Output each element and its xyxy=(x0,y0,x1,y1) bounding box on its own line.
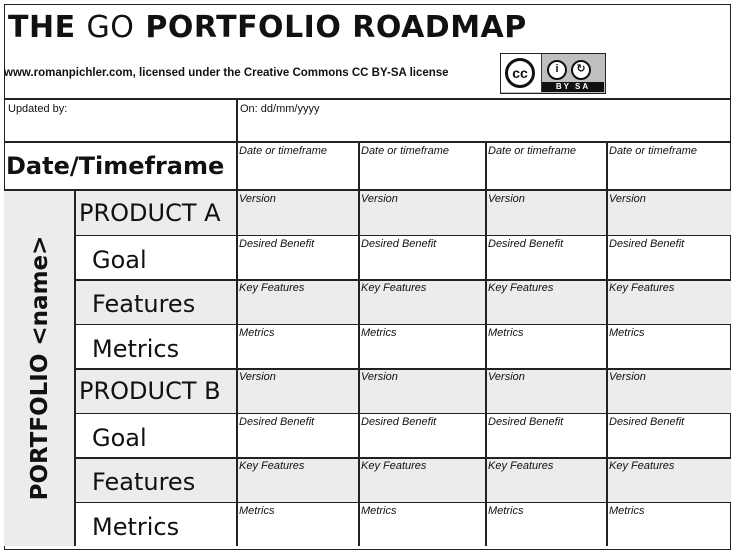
row-divider xyxy=(74,279,731,281)
grid-cell[interactable]: Metrics xyxy=(488,504,524,517)
grid-cell[interactable]: Metrics xyxy=(361,326,397,339)
row-label: Metrics xyxy=(92,512,180,541)
grid-cell[interactable]: Desired Benefit xyxy=(361,415,437,428)
grid-cell[interactable]: Desired Benefit xyxy=(239,237,315,250)
grid-cell[interactable]: Key Features xyxy=(361,282,427,294)
grid-cell[interactable]: Metrics xyxy=(361,504,397,517)
share-alike-icon: ↻ xyxy=(571,60,591,80)
grid-cell[interactable]: Version xyxy=(488,193,525,205)
grid-cell[interactable]: Desired Benefit xyxy=(609,415,685,428)
grid-cell[interactable]: Version xyxy=(488,371,525,383)
timeline-col-sep xyxy=(485,141,487,189)
grid-cell[interactable]: Version xyxy=(239,371,276,383)
row-label: Goal xyxy=(92,245,147,274)
grid-cell[interactable]: Metrics xyxy=(239,504,275,517)
row-divider xyxy=(74,235,731,237)
grid-cell[interactable]: Desired Benefit xyxy=(488,415,564,428)
grid-col-sep xyxy=(485,190,487,546)
grid-cell[interactable]: Version xyxy=(239,193,276,205)
grid-cell[interactable]: Metrics xyxy=(488,326,524,339)
page-title xyxy=(8,10,527,45)
grid-cell[interactable]: Metrics xyxy=(609,326,645,339)
grid-cell[interactable]: Desired Benefit xyxy=(609,237,685,250)
portfolio-label: PORTFOLIO <name> xyxy=(27,235,53,501)
grid-cell[interactable]: Key Features xyxy=(609,282,675,294)
title-portfolio-roadmap: PORTFOLIO ROADMAP xyxy=(145,10,527,45)
timeline-divider xyxy=(4,189,731,191)
grid-cell[interactable]: Metrics xyxy=(239,326,275,339)
grid-cell[interactable]: Version xyxy=(609,371,646,383)
updated-by-label: Updated by: xyxy=(8,103,68,115)
grid-cell[interactable]: Version xyxy=(361,193,398,205)
grid-cell[interactable]: Desired Benefit xyxy=(239,415,315,428)
cc-strip-label: BY SA xyxy=(542,82,604,92)
grid-cell[interactable]: Key Features xyxy=(488,282,554,294)
grid-cell[interactable]: Key Features xyxy=(609,460,675,472)
portfolio-sidebar xyxy=(4,190,74,546)
creative-commons-icon xyxy=(500,53,606,94)
grid-col-sep xyxy=(236,190,238,546)
cc-circle-icon: cc xyxy=(505,58,535,88)
meta-vertical xyxy=(236,98,238,141)
timeframe-heading: Date/Timeframe xyxy=(6,152,225,180)
license-text: www.romanpichler.com, licensed under the Creative Commons CC BY-SA license xyxy=(4,67,449,79)
meta-divider xyxy=(4,141,731,143)
grid-cell[interactable]: Key Features xyxy=(361,460,427,472)
cc-logo xyxy=(501,54,542,92)
grid-cell[interactable]: Version xyxy=(361,371,398,383)
header-divider xyxy=(4,98,731,100)
title-go: GO xyxy=(86,10,135,45)
grid-col-sep xyxy=(606,190,608,546)
product-name: PRODUCT B xyxy=(79,377,221,405)
row-divider xyxy=(74,324,731,326)
grid-cell[interactable]: Desired Benefit xyxy=(488,237,564,250)
row-divider xyxy=(74,457,731,459)
product-divider xyxy=(74,368,731,370)
row-divider xyxy=(74,413,731,415)
timeframe-cell[interactable]: Date or timeframe xyxy=(609,145,698,157)
timeframe-cell[interactable]: Date or timeframe xyxy=(361,145,450,157)
product-name: PRODUCT A xyxy=(79,199,221,227)
grid-cell[interactable]: Version xyxy=(609,193,646,205)
grid-cell[interactable]: Key Features xyxy=(488,460,554,472)
timeline-col-sep xyxy=(358,141,360,189)
cc-icons xyxy=(547,59,595,80)
row-label: Features xyxy=(92,468,196,496)
grid-cell[interactable]: Key Features xyxy=(239,460,305,472)
row-label: Goal xyxy=(92,423,147,452)
label-col-sep xyxy=(74,190,76,546)
date-label: On: dd/mm/yyyy xyxy=(240,103,320,115)
row-divider xyxy=(74,502,731,504)
grid-cell[interactable]: Desired Benefit xyxy=(361,237,437,250)
row-label: Features xyxy=(92,290,196,318)
by-attribution-icon: i xyxy=(547,60,567,80)
row-label: Metrics xyxy=(92,334,180,363)
title-the: THE xyxy=(8,10,76,45)
timeline-col-sep xyxy=(236,141,238,189)
grid-col-sep xyxy=(358,190,360,546)
timeframe-cell[interactable]: Date or timeframe xyxy=(239,145,328,157)
grid-cell[interactable]: Metrics xyxy=(609,504,645,517)
grid-cell[interactable]: Key Features xyxy=(239,282,305,294)
timeframe-cell[interactable]: Date or timeframe xyxy=(488,145,577,157)
timeline-col-sep xyxy=(606,141,608,189)
